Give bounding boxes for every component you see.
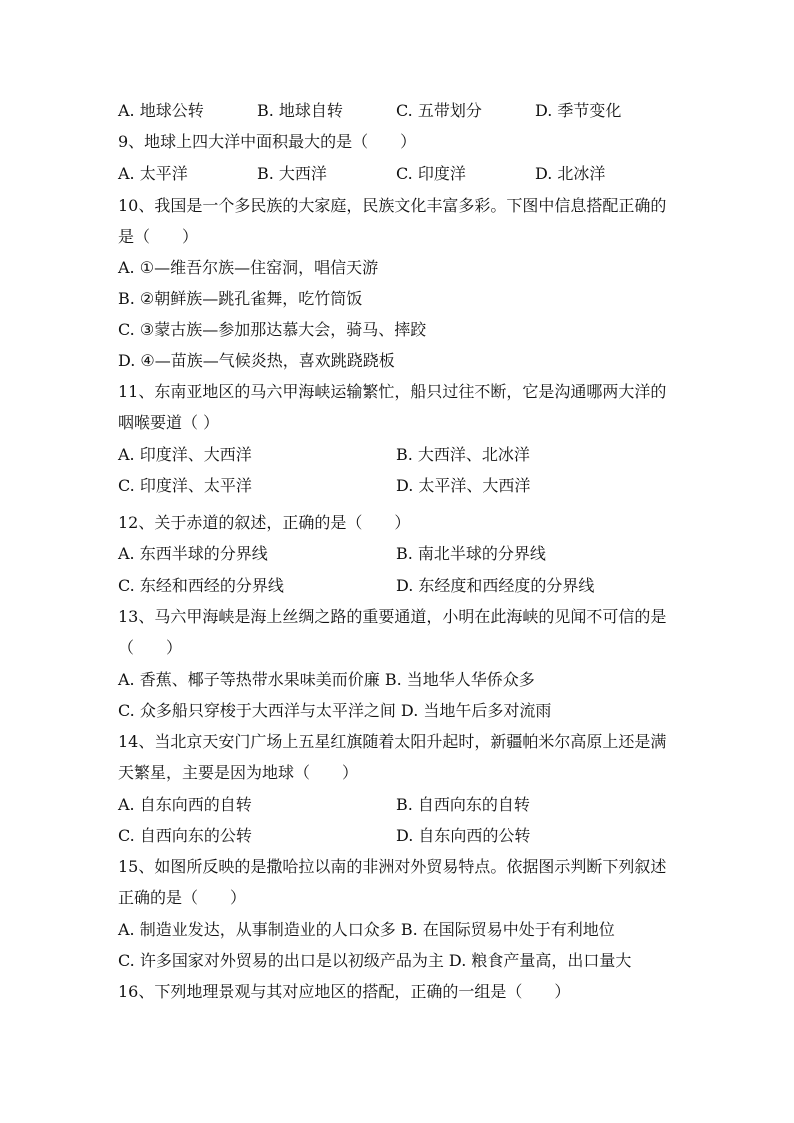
q9-option-c: C. 印度洋 — [396, 164, 466, 183]
q11-stem-line1: 11、东南亚地区的马六甲海峡运输繁忙，船只过往不断，它是沟通哪两大洋的 — [118, 382, 667, 401]
q13-options-line2: C. 众多船只穿梭于大西洋与太平洋之间 D. 当地午后多对流雨 — [118, 701, 552, 720]
q11-stem-line2: 咽喉要道（ ） — [118, 413, 220, 432]
q9-option-a: A. 太平洋 — [118, 164, 188, 183]
q11-option-c: C. 印度洋、太平洋 — [118, 476, 252, 495]
q10-option-c: C. ③蒙古族—参加那达慕大会，骑马、摔跤 — [118, 320, 427, 339]
q11-option-d: D. 太平洋、大西洋 — [396, 476, 531, 495]
q14-option-b: B. 自西向东的自转 — [396, 795, 530, 814]
q8-option-b: B. 地球自转 — [257, 101, 343, 120]
q15-stem-line1: 15、如图所反映的是撒哈拉以南的非洲对外贸易特点。依据图示判断下列叙述 — [118, 857, 667, 876]
q9-option-b: B. 大西洋 — [257, 164, 327, 183]
q10-stem-line1: 10、我国是一个多民族的大家庭，民族文化丰富多彩。下图中信息搭配正确的 — [118, 196, 667, 215]
q11-option-a: A. 印度洋、大西洋 — [118, 445, 252, 464]
q8-option-d: D. 季节变化 — [535, 101, 622, 120]
q13-stem-line2: （ ） — [118, 638, 183, 657]
q15-stem-line2: 正确的是（ ） — [118, 888, 247, 907]
q14-option-a: A. 自东向西的自转 — [118, 795, 252, 814]
q9-option-d: D. 北冰洋 — [535, 164, 606, 183]
q12-option-d: D. 东经度和西经度的分界线 — [396, 576, 595, 595]
q10-stem-line2: 是（ ） — [118, 227, 199, 246]
q12-option-a: A. 东西半球的分界线 — [118, 544, 268, 563]
q10-option-d: D. ④—苗族—气候炎热，喜欢跳跷跷板 — [118, 351, 395, 370]
q12-stem: 12、关于赤道的叙述，正确的是（ ） — [118, 513, 411, 532]
q13-options-line1: A. 香蕉、椰子等热带水果味美而价廉 B. 当地华人华侨众多 — [118, 670, 535, 689]
q14-stem-line1: 14、当北京天安门广场上五星红旗随着太阳升起时，新疆帕米尔高原上还是满 — [118, 732, 667, 751]
q12-option-b: B. 南北半球的分界线 — [396, 544, 546, 563]
q13-stem-line1: 13、马六甲海峡是海上丝绸之路的重要通道，小明在此海峡的见闻不可信的是 — [118, 607, 667, 626]
q8-option-c: C. 五带划分 — [396, 101, 482, 120]
q10-option-b: B. ②朝鲜族—跳孔雀舞，吃竹筒饭 — [118, 289, 363, 308]
q14-option-c: C. 自西向东的公转 — [118, 826, 252, 845]
q8-option-a: A. 地球公转 — [118, 101, 204, 120]
q11-option-b: B. 大西洋、北冰洋 — [396, 445, 530, 464]
q14-stem-line2: 天繁星，主要是因为地球（ ） — [118, 763, 359, 782]
q10-option-a: A. ①—维吾尔族—住窑洞，唱信天游 — [118, 258, 379, 277]
q9-stem: 9、地球上四大洋中面积最大的是（ ） — [118, 132, 417, 151]
q14-option-d: D. 自东向西的公转 — [396, 826, 531, 845]
q12-option-c: C. 东经和西经的分界线 — [118, 576, 284, 595]
q16-stem: 16、下列地理景观与其对应地区的搭配，正确的一组是（ ） — [118, 982, 571, 1001]
q15-options-line2: C. 许多国家对外贸易的出口是以初级产品为主 D. 粮食产量高，出口量大 — [118, 951, 632, 970]
q15-options-line1: A. 制造业发达，从事制造业的人口众多 B. 在国际贸易中处于有利地位 — [118, 920, 615, 939]
